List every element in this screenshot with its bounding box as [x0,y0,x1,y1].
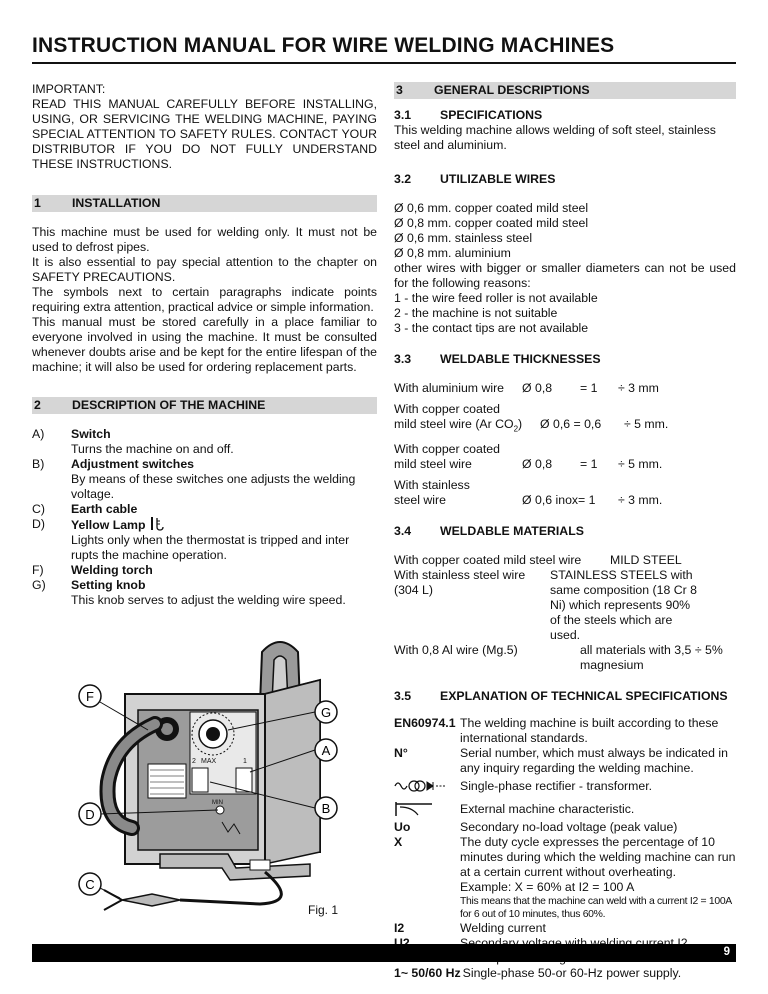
section-2-heading: 2 DESCRIPTION OF THE MACHINE [32,397,377,414]
page-title: INSTRUCTION MANUAL FOR WIRE WELDING MACHINES [32,34,615,57]
panel-2-label: 2 [192,758,196,765]
section-3-2-body: Ø 0,6 mm. copper coated mild steel Ø 0,8 mm. copper coated mild steel Ø 0,6 mm. stainless steel Ø 0,8 mm. aluminium other wires with bigger or smaller diameters can not be used for the following reasons: 1 - the wire feed roller is not available 2 - the machine is not suitable 3 - the contact tips are not available [394,201,736,335]
list-item: Uo Secondary no-load voltage (peak value) [394,820,678,835]
section-3-4-heading: 3.4 WELDABLE MATERIALS [394,524,584,539]
list-item: B) Adjustment switches By means of these switches one adjusts the welding voltage. [32,457,356,501]
callout-A [315,739,337,761]
section-3-heading: 3 GENERAL DESCRIPTIONS [394,82,736,99]
table-row: With stainless steel wire (304 L) STAINLESS STEELS with same composition (18 Cr 8 Ni) which represents 90% of the steels which are used. [394,568,697,643]
rectifier-transformer-icon [394,779,448,793]
list-item: External machine characteristic. [394,802,736,820]
section-1-heading: 1 INSTALLATION [32,195,377,212]
svg-text:C: C [85,877,95,892]
section-3-1-body: This welding machine allows welding of soft steel, stainless steel and aluminium. [394,123,716,152]
list-item: 1~ 50/60 Hz Single-phase 50-or 60-Hz power supply. [394,966,682,981]
list-item: D) Yellow Lamp Lights only when the thermostat is tripped and inter rupts the machine operation. [32,517,350,562]
callout-F [79,685,101,707]
page-number: 9 [723,946,730,958]
callout-C [79,873,101,895]
panel-max-label: MAX [201,758,217,765]
thickness-table [394,381,736,508]
list-item: This means that the machine can weld with a current I2 = 100A for 6 out of 10 minutes, thus 60%. [460,896,732,921]
list-item: Single-phase rectifier - transformer. [394,779,736,797]
section-3-3-heading: 3.3 WELDABLE THICKNESSES [394,352,601,366]
machine-illustration [60,632,370,922]
svg-text:G: G [320,705,332,720]
section-1-body: This machine must be used for welding only. It must not be used to defrost pipes. It is also essential to pay special attention to the chapter on SAFETY PRECAUTIONS. The symbols next to certain paragraphs indicate points requiring extra attention, practical advice or simple information. This manual must be stored carefully in a place familiar to everyone involved in using the machine. It must be consulted whenever doubts arise and be kept for the entire lifespan of the machine; it will also be used for ordering replacement parts. [32,225,377,374]
svg-text:F: F [86,689,94,704]
section-3-5-heading: 3.5 EXPLANATION OF TECHNICAL SPECIFICATIONS [394,689,728,704]
list-item: EN60974.1 The welding machine is built according to these international standards. [394,716,719,746]
table-row: With stainless steel wire Ø 0,6 inox= 1 ÷ 3 mm. [394,478,663,508]
title-rule [32,62,736,64]
important-notice: IMPORTANT: READ THIS MANUAL CAREFULLY BEFORE INSTALLING, USING, OR SERVICING THE WELDING MACHINE, PAYING SPECIAL ATTENTION TO SAFETY RULES. CONTACT YOUR DISTRIBUTOR IF YOU DO NOT FULLY UNDERSTAND THESE INSTRUCTIONS. [32,82,377,171]
list-item: C) Earth cable [32,502,138,516]
list-item: X The duty cycle expresses the percentage of 10 minutes during which the welding machine can run at a certain current without overheating. [394,835,736,880]
list-item: Example: X = 60% at I2 = 100 A [460,880,635,895]
callout-G [315,701,337,723]
specs-list [394,716,736,981]
callout-B [315,797,337,819]
welding-machine-drawing [60,632,370,922]
left-column [32,82,377,608]
svg-text:D: D [85,807,95,822]
section-3-2-heading: 3.2 UTILIZABLE WIRES [394,172,556,186]
callout-D [79,803,101,825]
table-row: With copper coated mild steel wire (Ar $CO_2$) Ø 0,6 = 0,6 ÷ 5 mm. [394,402,669,434]
machine-parts-list [32,427,377,608]
table-row: With copper coated mild steel wire Ø 0,8 = 1 ÷ 5 mm. [394,442,663,472]
svg-text:A: A [321,743,331,758]
list-item: N° Serial number, which must always be indicated in any inquiry regarding the welding machine. [394,746,728,776]
panel-1-label: 1 [243,758,247,765]
list-item: F) Welding torch [32,563,153,577]
right-column [394,82,736,981]
list-item: G) Setting knob This knob serves to adjust the welding wire speed. [32,578,346,607]
table-row: With aluminium wire Ø 0,8 = 1 ÷ 3 mm [394,381,659,395]
list-item: A) Switch Turns the machine on and off. [32,427,234,456]
footer-bar [32,944,736,962]
materials-table [394,553,736,673]
panel-min-label: MIN [212,800,223,806]
characteristic-curve-icon [394,802,434,816]
svg-text:B: B [321,801,331,816]
thermostat-lamp-icon [149,517,169,531]
table-row: With copper coated mild steel wire MILD STEEL [394,553,682,568]
figure-caption: Fig. 1 [308,903,339,917]
table-row: With 0,8 Al wire (Mg.5) all materials with 3,5 ÷ 5% magnesium [394,643,723,673]
section-3-1-heading: 3.1 SPECIFICATIONS [394,108,543,122]
list-item: I2 Welding current [394,921,546,936]
